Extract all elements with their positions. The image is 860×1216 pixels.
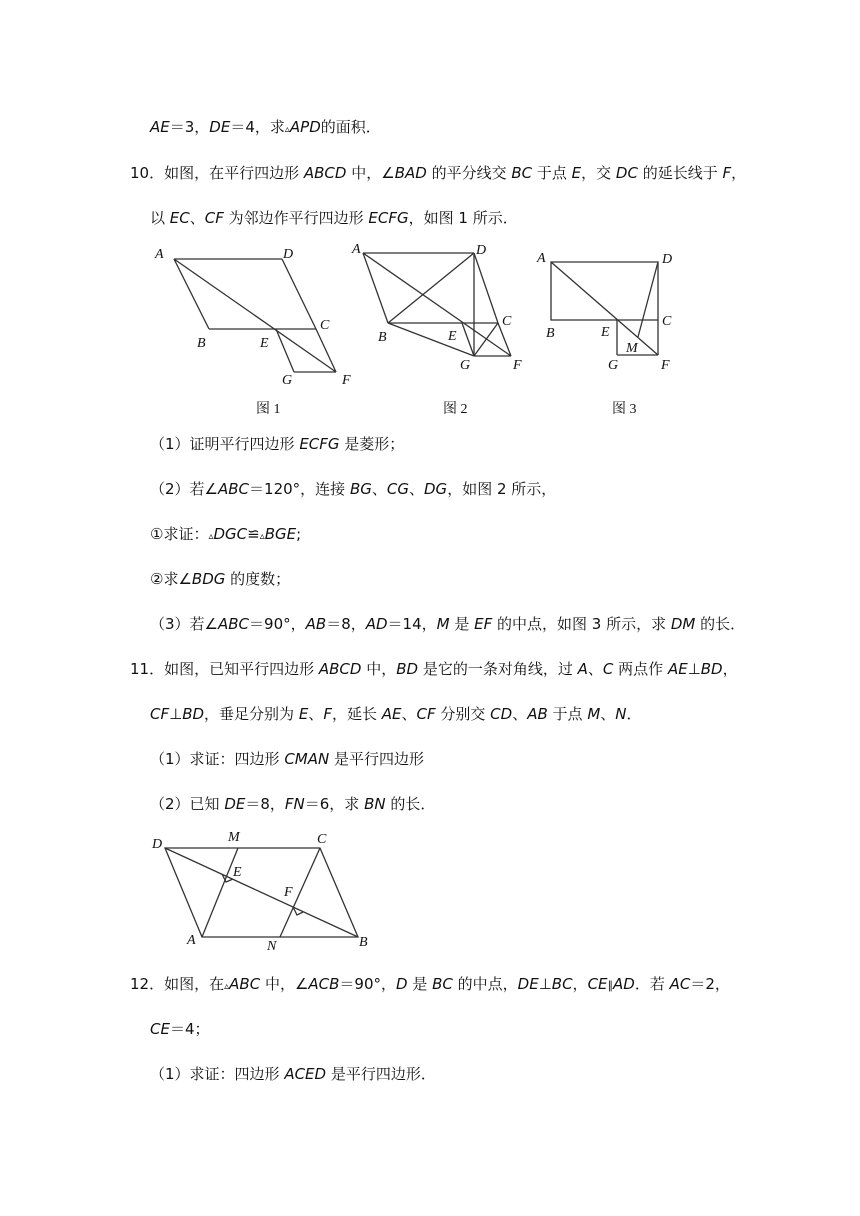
fig2-segment-bg: [388, 323, 474, 356]
fig3-caption: 图 3: [612, 402, 637, 417]
fig1-segment-eg: [276, 329, 294, 372]
q11-line2: CF⊥BD，垂足分别为 E、F，延长 AE、CF 分别交 CD、AB 于点 M、N．: [150, 705, 642, 723]
fig1-shape: [174, 259, 336, 372]
fig4-label-f: F: [284, 885, 293, 900]
fig2-label-a: A: [352, 242, 361, 257]
fig2-caption: 图 2: [443, 402, 468, 417]
fig4-shape: [165, 848, 358, 937]
fig2-label-b: B: [378, 330, 387, 345]
fig4-label-d: D: [152, 837, 163, 852]
fig2-label-f: F: [513, 358, 522, 373]
fig2-segment-gc: [474, 323, 498, 356]
fig1-label-b: B: [197, 336, 206, 351]
q10-line2: 以 EC、CF 为邻边作平行四边形 ECFG，如图 1 所示．: [150, 209, 518, 227]
fig4-segment-db: [165, 848, 358, 937]
fig3-label-e: E: [601, 325, 610, 340]
fig3-label-d: D: [662, 252, 673, 267]
fig2-label-e: E: [448, 329, 457, 344]
fig4-label-n: N: [267, 939, 277, 954]
q12-part1: （1）求证：四边形 ACED 是平行四边形．: [150, 1065, 436, 1083]
fig1-segment-ab: [174, 259, 209, 329]
fig3-rectangle-abcd: [551, 262, 658, 320]
fig2-label-c: C: [502, 314, 512, 329]
fig1-caption: 图 1: [256, 402, 281, 417]
fig4-label-m: M: [228, 830, 240, 845]
fig1-segment-dc: [282, 259, 316, 329]
fig4-label-a: A: [187, 933, 196, 948]
fig2-segment-dc: [474, 253, 498, 323]
fig3-label-f: F: [661, 358, 670, 373]
fig2-segment-ab: [363, 253, 388, 323]
fig3-label-b: B: [546, 326, 555, 341]
fig1-label-a: A: [155, 247, 164, 262]
q11-part2: （2）已知 DE＝8，FN＝6，求 BN 的长．: [150, 795, 436, 813]
q10-part1: （1）证明平行四边形 ECFG 是菱形；: [150, 435, 405, 453]
fig4-segment-am: [202, 848, 238, 937]
q10-part2-a: ①求证：▵DGC≌▵BGE;: [150, 525, 302, 543]
fig1-label-e: E: [260, 336, 269, 351]
text-line-ae-de: AE＝3，DE＝4，求▵APD的面积．: [150, 118, 381, 136]
fig1-label-g: G: [282, 373, 293, 388]
q10-title: 10．如图，在平行四边形 ABCD 中，∠BAD 的平分线交 BC 于点 E，交 DC 的延长线于 F，: [130, 164, 747, 182]
fig1-label-c: C: [320, 318, 330, 333]
fig2-label-d: D: [476, 243, 487, 258]
q12-title: 12．如图，在▵ABC 中，∠ACB＝90°，D 是 BC 的中点，DE⊥BC，CE∥AD．若 AC＝2，: [130, 975, 730, 993]
q10-part2: （2）若∠ABC＝120°，连接 BG、CG、DG，如图 2 所示，: [150, 480, 557, 498]
q12-line2: CE＝4；: [150, 1020, 210, 1038]
q11-title: 11．如图，已知平行四边形 ABCD 中，BD 是它的一条对角线，过 A、C 两点作 AE⊥BD，: [130, 660, 738, 678]
fig3-segment-af: [551, 262, 658, 355]
fig2-label-g: G: [460, 358, 471, 373]
fig1-label-d: D: [283, 247, 294, 262]
fig4-label-b: B: [359, 935, 368, 950]
fig3-label-a: A: [537, 251, 546, 266]
fig3-segment-dm: [638, 262, 658, 337]
fig2-segment-bd: [388, 253, 474, 323]
q10-part2-b: ②求∠BDG 的度数；: [150, 570, 291, 588]
fig1-label-f: F: [342, 373, 351, 388]
fig2-segment-eg: [462, 323, 474, 356]
q10-part3: （3）若∠ABC＝90°，AB＝8，AD＝14，M 是 EF 的中点，如图 3 所示，求 DM 的长．: [150, 615, 746, 633]
fig4-label-c: C: [317, 832, 327, 847]
fig3-shape: [551, 262, 658, 355]
fig3-label-c: C: [662, 314, 672, 329]
fig4-label-e: E: [233, 865, 242, 880]
q11-part1: （1）求证：四边形 CMAN 是平行四边形: [150, 750, 424, 768]
fig1-segment-af: [174, 259, 336, 372]
fig3-label-g: G: [608, 358, 619, 373]
fig3-label-m: M: [626, 341, 638, 356]
